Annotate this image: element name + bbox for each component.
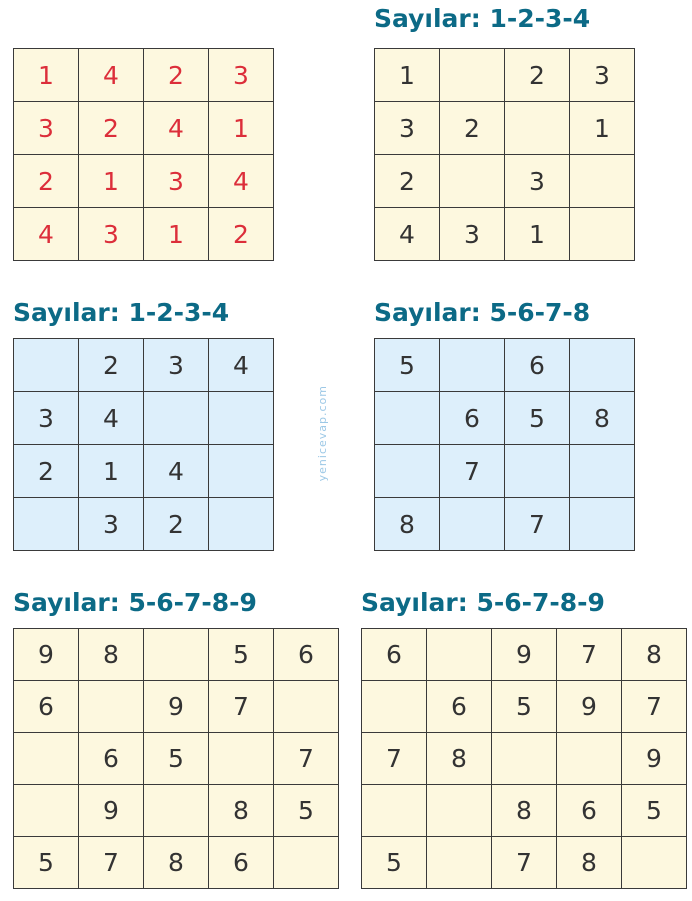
puzzle-4-grid <box>374 338 635 551</box>
puzzle-5-cell-r4c5: 5 <box>274 785 339 837</box>
puzzle-3-cell-r2c1: 3 <box>14 392 79 445</box>
puzzle-3-title: Sayılar: 1-2-3-4 <box>13 298 230 327</box>
puzzle-6-cell-r1c1: 6 <box>362 629 427 681</box>
puzzle-3-cell-r2c2: 4 <box>79 392 144 445</box>
puzzle-3-cell-r2c4[interactable] <box>209 392 274 445</box>
puzzle-2-cell-r4c3: 1 <box>505 208 570 261</box>
puzzle-3-cell-r3c2: 1 <box>79 445 144 498</box>
puzzle-3-grid <box>13 338 274 551</box>
puzzle-3-cell-r4c3: 2 <box>144 498 209 551</box>
puzzle-2-cell-r4c4[interactable] <box>570 208 635 261</box>
puzzle-4-cell-r3c2: 7 <box>440 445 505 498</box>
puzzle-2-cell-r3c3: 3 <box>505 155 570 208</box>
puzzle-3-cell-r3c4[interactable] <box>209 445 274 498</box>
puzzle-5-cell-r1c4: 5 <box>209 629 274 681</box>
puzzle-6-cell-r1c2[interactable] <box>427 629 492 681</box>
puzzle-1-cell-r4c3: 1 <box>144 208 209 261</box>
puzzle-4-cell-r3c3[interactable] <box>505 445 570 498</box>
puzzle-2-grid <box>374 48 635 261</box>
puzzle-1-cell-r2c4: 1 <box>209 102 274 155</box>
puzzle-5-cell-r3c3: 5 <box>144 733 209 785</box>
puzzle-1-cell-r4c1: 4 <box>14 208 79 261</box>
puzzle-5-title: Sayılar: 5-6-7-8-9 <box>13 588 257 617</box>
puzzle-1-cell-r4c2: 3 <box>79 208 144 261</box>
puzzle-5-cell-r4c3[interactable] <box>144 785 209 837</box>
puzzle-1-cell-r2c1: 3 <box>14 102 79 155</box>
puzzle-6-cell-r3c3[interactable] <box>492 733 557 785</box>
puzzle-4-cell-r4c2[interactable] <box>440 498 505 551</box>
puzzle-2-cell-r1c4: 3 <box>570 49 635 102</box>
puzzle-5-cell-r5c2: 7 <box>79 837 144 889</box>
puzzle-6-cell-r3c5: 9 <box>622 733 687 785</box>
puzzle-4-title: Sayılar: 5-6-7-8 <box>374 298 591 327</box>
puzzle-2-cell-r2c4: 1 <box>570 102 635 155</box>
puzzle-3-cell-r4c1[interactable] <box>14 498 79 551</box>
puzzle-6-title: Sayılar: 5-6-7-8-9 <box>361 588 605 617</box>
puzzle-3-cell-r4c2: 3 <box>79 498 144 551</box>
puzzle-5-cell-r1c5: 6 <box>274 629 339 681</box>
puzzle-1-cell-r1c3: 2 <box>144 49 209 102</box>
puzzle-6-cell-r3c2: 8 <box>427 733 492 785</box>
puzzle-1-cell-r3c2: 1 <box>79 155 144 208</box>
puzzle-5-cell-r5c3: 8 <box>144 837 209 889</box>
puzzle-6-cell-r2c2: 6 <box>427 681 492 733</box>
puzzle-2-cell-r1c1: 1 <box>375 49 440 102</box>
puzzle-4-cell-r2c4: 8 <box>570 392 635 445</box>
puzzle-2-cell-r1c3: 2 <box>505 49 570 102</box>
puzzle-5-cell-r5c5[interactable] <box>274 837 339 889</box>
puzzle-6-cell-r4c1[interactable] <box>362 785 427 837</box>
puzzle-3-cell-r3c1: 2 <box>14 445 79 498</box>
puzzle-3-cell-r1c1[interactable] <box>14 339 79 392</box>
puzzle-2-cell-r3c1: 2 <box>375 155 440 208</box>
puzzle-3-cell-r4c4[interactable] <box>209 498 274 551</box>
puzzle-2-cell-r4c2: 3 <box>440 208 505 261</box>
puzzle-1-grid <box>13 48 274 261</box>
puzzle-1-cell-r2c3: 4 <box>144 102 209 155</box>
puzzle-1-cell-r1c4: 3 <box>209 49 274 102</box>
puzzle-6-cell-r5c1: 5 <box>362 837 427 889</box>
puzzle-6-cell-r5c3: 7 <box>492 837 557 889</box>
puzzle-5-cell-r5c4: 6 <box>209 837 274 889</box>
puzzle-6-cell-r3c1: 7 <box>362 733 427 785</box>
puzzle-5-cell-r5c1: 5 <box>14 837 79 889</box>
puzzle-4-cell-r3c1[interactable] <box>375 445 440 498</box>
puzzle-6-cell-r2c4: 9 <box>557 681 622 733</box>
puzzle-2-cell-r2c3[interactable] <box>505 102 570 155</box>
puzzle-6-cell-r4c4: 6 <box>557 785 622 837</box>
puzzle-4-cell-r1c2[interactable] <box>440 339 505 392</box>
puzzle-5-cell-r2c5[interactable] <box>274 681 339 733</box>
puzzle-6-cell-r1c4: 7 <box>557 629 622 681</box>
puzzle-1-cell-r1c2: 4 <box>79 49 144 102</box>
puzzle-4-cell-r1c1: 5 <box>375 339 440 392</box>
puzzle-5-cell-r3c5: 7 <box>274 733 339 785</box>
puzzle-4-cell-r2c1[interactable] <box>375 392 440 445</box>
puzzle-1-cell-r1c1: 1 <box>14 49 79 102</box>
puzzle-6-cell-r4c5: 5 <box>622 785 687 837</box>
puzzle-2-cell-r1c2[interactable] <box>440 49 505 102</box>
puzzle-4-cell-r4c1: 8 <box>375 498 440 551</box>
puzzle-1-cell-r3c1: 2 <box>14 155 79 208</box>
puzzle-6-cell-r1c5: 8 <box>622 629 687 681</box>
puzzle-2-cell-r3c4[interactable] <box>570 155 635 208</box>
puzzle-6-cell-r4c3: 8 <box>492 785 557 837</box>
puzzle-5-cell-r4c1[interactable] <box>14 785 79 837</box>
puzzle-5-cell-r4c2: 9 <box>79 785 144 837</box>
puzzle-2-cell-r4c1: 4 <box>375 208 440 261</box>
puzzle-6-cell-r3c4[interactable] <box>557 733 622 785</box>
puzzle-4-cell-r3c4[interactable] <box>570 445 635 498</box>
puzzle-5-cell-r3c2: 6 <box>79 733 144 785</box>
puzzle-3-cell-r1c4: 4 <box>209 339 274 392</box>
puzzle-2-cell-r2c2: 2 <box>440 102 505 155</box>
puzzle-1-cell-r4c4: 2 <box>209 208 274 261</box>
puzzle-6-cell-r5c4: 8 <box>557 837 622 889</box>
watermark-text: yenicevap.com <box>316 385 329 482</box>
puzzle-5-cell-r2c1: 6 <box>14 681 79 733</box>
puzzle-5-cell-r2c4: 7 <box>209 681 274 733</box>
puzzle-5-cell-r1c2: 8 <box>79 629 144 681</box>
puzzle-6-cell-r1c3: 9 <box>492 629 557 681</box>
puzzle-5-grid <box>13 628 339 889</box>
puzzle-4-cell-r4c4[interactable] <box>570 498 635 551</box>
puzzle-5-cell-r2c2[interactable] <box>79 681 144 733</box>
puzzle-4-cell-r1c3: 6 <box>505 339 570 392</box>
puzzle-5-cell-r3c1[interactable] <box>14 733 79 785</box>
puzzle-1-cell-r3c3: 3 <box>144 155 209 208</box>
puzzle-6-cell-r2c1[interactable] <box>362 681 427 733</box>
puzzle-4-cell-r1c4[interactable] <box>570 339 635 392</box>
puzzle-3-cell-r1c3: 3 <box>144 339 209 392</box>
puzzle-6-cell-r5c5[interactable] <box>622 837 687 889</box>
puzzle-5-cell-r4c4: 8 <box>209 785 274 837</box>
puzzle-2-cell-r2c1: 3 <box>375 102 440 155</box>
puzzle-1-cell-r2c2: 2 <box>79 102 144 155</box>
puzzle-6-cell-r4c2[interactable] <box>427 785 492 837</box>
puzzle-5-cell-r3c4[interactable] <box>209 733 274 785</box>
puzzle-2-cell-r3c2[interactable] <box>440 155 505 208</box>
puzzle-5-cell-r1c1: 9 <box>14 629 79 681</box>
puzzle-4-cell-r2c3: 5 <box>505 392 570 445</box>
puzzle-3-cell-r3c3: 4 <box>144 445 209 498</box>
puzzle-6-cell-r2c5: 7 <box>622 681 687 733</box>
puzzle-3-cell-r1c2: 2 <box>79 339 144 392</box>
puzzle-4-cell-r2c2: 6 <box>440 392 505 445</box>
puzzle-6-cell-r5c2[interactable] <box>427 837 492 889</box>
puzzle-2-title: Sayılar: 1-2-3-4 <box>374 4 591 33</box>
puzzle-6-grid <box>361 628 687 889</box>
puzzle-6-cell-r2c3: 5 <box>492 681 557 733</box>
puzzle-4-cell-r4c3: 7 <box>505 498 570 551</box>
puzzle-1-cell-r3c4: 4 <box>209 155 274 208</box>
puzzle-3-cell-r2c3[interactable] <box>144 392 209 445</box>
puzzle-5-cell-r2c3: 9 <box>144 681 209 733</box>
puzzle-5-cell-r1c3[interactable] <box>144 629 209 681</box>
